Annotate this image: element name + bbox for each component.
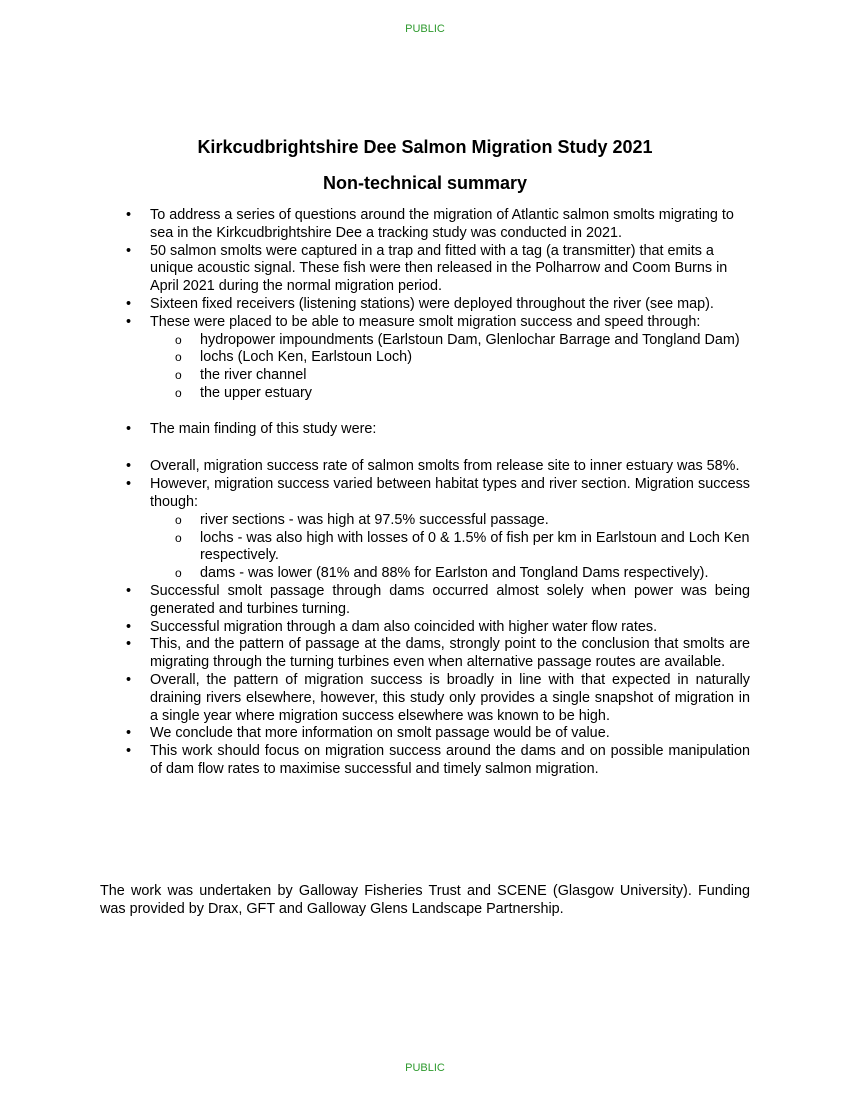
finding-item: • Overall, the pattern of migration success is broadly in line with that expected in naturally draining rivers elsewhere, however, this study only provides a single snapshot of migration in a single year where migration success elsewhere was known to be high. [126,671,750,724]
sub-list-item: o river sections - was high at 97.5% successful passage. [175,511,549,528]
bullet-icon: • [126,420,132,437]
sub-list-item: o dams - was lower (81% and 88% for Earlston and Tongland Dams respectively). [175,565,709,582]
finding-item: • This, and the pattern of passage at the dams, strongly point to the conclusion that smolts are migrating through the turning turbines even when alternative passage routes are available. [126,636,750,671]
finding-item: • Overall, migration success rate of salmon smolts from release site to inner estuary was 58%. [126,458,740,475]
bullet-icon: • [126,636,132,653]
bullet-icon: • [126,671,132,688]
bullet-icon: • [126,458,132,475]
list-item: • These were placed to be able to measure smolt migration success and speed through: [126,313,701,330]
bullet-icon: • [126,207,132,223]
sub-list-item: o lochs - was also high with losses of 0 & 1.5% of fish per km in Earlstoun and Loch Ken respectively. [175,529,750,564]
finding-item: • Successful migration through a dam also coincided with higher water flow rates. [126,618,658,635]
bullet-icon: • [126,476,132,493]
page-title: Kirkcudbrightshire Dee Salmon Migration Study 2021 [197,137,653,157]
finding-item: • This work should focus on migration success around the dams and on possible manipulation of dam flow rates to maximise successful and timely salmon migration. [126,743,750,777]
list-item: • 50 salmon smolts were captured in a trap and fitted with a tag (a transmitter) that emits a unique acoustic signal. These fish were then released in the Polharrow and Coom Burns in April 2021 during the normal migration period. [126,242,728,295]
bullet-icon: • [126,313,132,330]
main-finding-heading: • The main finding of this study were: [126,420,377,437]
sub-list-item: o the upper estuary [175,384,312,401]
bullet-icon: • [126,725,132,742]
finding-item: • However, migration success varied between habitat types and river section. Migration success though: [126,476,750,510]
header-classification-label: PUBLIC [405,23,445,35]
list-item: • Sixteen fixed receivers (listening stations) were deployed throughout the river (see map). [126,295,714,312]
sub-list-item: o the river channel [175,367,307,384]
list-item: • To address a series of questions around the migration of Atlantic salmon smolts migrating to sea in the Kirkcudbrightshire Dee a tracking study was conducted in 2021. [126,207,734,241]
page-subtitle: Non-technical summary [322,173,528,193]
circle-bullet-icon: o [175,566,182,581]
circle-bullet-icon: o [175,350,182,365]
bullet-icon: • [126,295,132,312]
finding-item: • We conclude that more information on smolt passage would be of value. [126,725,610,742]
bullet-icon: • [126,618,132,635]
summary-list [100,207,750,779]
bullet-icon: • [126,743,132,760]
circle-bullet-icon: o [175,332,182,347]
acknowledgement-paragraph: The work was undertaken by Galloway Fisheries Trust and SCENE (Glasgow University). Funding was provided by Drax, GFT and Galloway Glens Landscape Partnership. [100,883,750,917]
sub-list-item: o lochs (Loch Ken, Earlstoun Loch) [175,349,412,366]
bullet-icon: • [126,582,132,599]
circle-bullet-icon: o [175,385,182,400]
circle-bullet-icon: o [175,368,182,383]
sub-list-item: o hydropower impoundments (Earlstoun Dam, Glenlochar Barrage and Tongland Dam) [175,331,740,348]
finding-item: • Successful smolt passage through dams occurred almost solely when power was being generated and turbines turning. [126,582,750,617]
bullet-icon: • [126,242,132,259]
footer-classification-label: PUBLIC [405,1062,445,1074]
circle-bullet-icon: o [175,512,182,527]
circle-bullet-icon: o [175,530,182,545]
